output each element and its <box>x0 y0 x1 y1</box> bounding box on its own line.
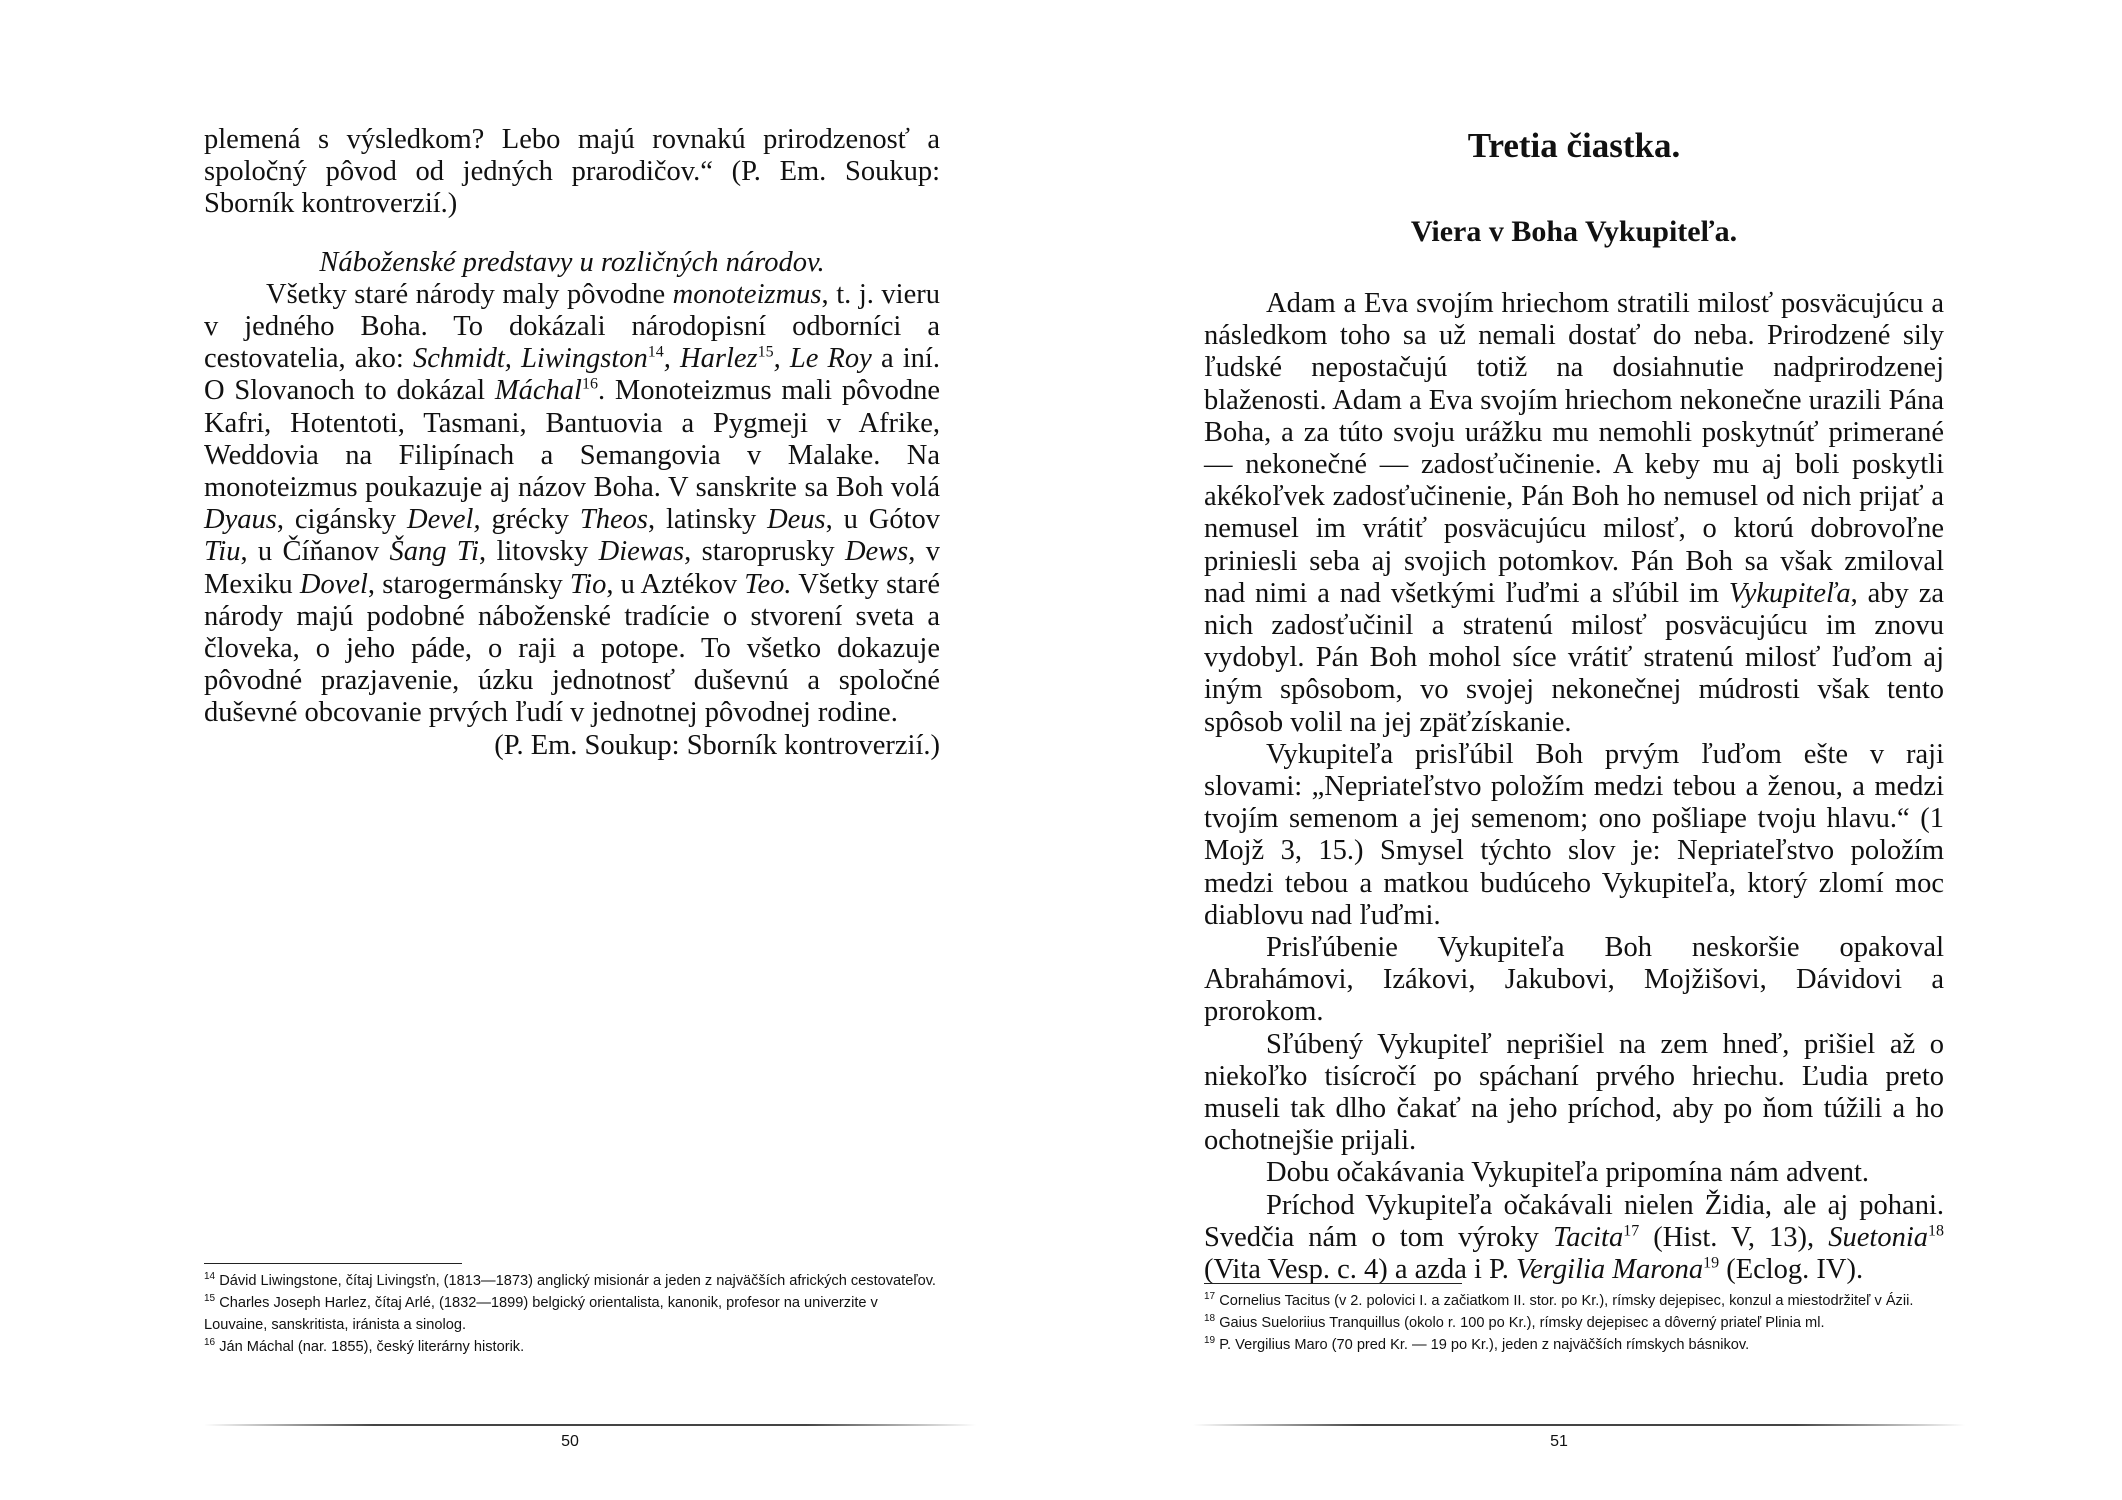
footnote-19: $^{19}$ P. Vergilius Maro (70 pred Kr. — 19 po Kr.), jeden z najväčších rímskych básnikov. <box>1204 1335 1750 1353</box>
left-body-text <box>204 124 940 762</box>
footnote-ref-19: 19 <box>1703 1254 1720 1272</box>
right-paragraph-1: Adam a Eva svojím hriechom stratili milosť posväcujúcu a následkom toho sa už nemali dostať do neba. Prirodzené sily ľudské nepostačujú totiž na dosiahnutie nadprirodzenej blaženosti. Adam a Eva svojím hriechom nekonečne urazili Pána Boha, a za túto svoju urážku mu nemohli poskytnúť primerané — nekonečné — zadosťučinenie. A keby mu aj boli poskytli akékoľvek zadosťučinenie, Pán Boh ho nemusel od nich prijať a nemusel im vrátiť posväcujúcu milosť, o ktorú dobrovoľne priniesli seba aj svojich potomkov. Pán Boh sa však zmiloval nad nimi a nad všetkými ľuďmi a sľúbil im Vykupiteľa, aby za nich zadosťučinil a stratenú milosť posväcujúcu im znovu vydobyl. Pán Boh mohol síce vrátiť stratenú milosť ľuďom aj iným spôsobom, vo svojej nekonečnej múdrosti však tento spôsob volil na jej zpäťzískanie. <box>1204 288 1945 738</box>
part-title: Tretia čiastka. <box>1467 126 1681 165</box>
chapter-title: Viera v Boha Vykupiteľa. <box>1410 215 1738 248</box>
right-page <box>1061 0 2122 1500</box>
right-body-text <box>1204 288 1944 1286</box>
right-paragraph-2: Vykupiteľa prisľúbil Boh prvým ľuďom ešte v raji slovami: „Nepriateľstvo položím medzi tebou a ženou, a medzi tvojím semenom a jej semenom; ono pošliape tvoju hlavu.“ (1 Mojž 3, 15.) Smysel týchto slov je: Nepriateľstvo položím medzi tebou a matkou budúceho Vykupiteľa, ktorý zlomí moc diablovu nad ľuďmi. <box>1204 738 1944 931</box>
footnote-15: $^{15}$ Charles Joseph Harlez, čítaj Arlé, (1832—1899) belgický orientalista, kanonik, profesor na univerzite v Louvaine, sanskritista, iránista a sinolog. <box>204 1293 878 1333</box>
page-footer-rule <box>1193 1424 1965 1426</box>
footnote-17: $^{17}$ Cornelius Tacitus (v 2. polovici I. a začiatkom II. stor. po Kr.), rímsky dejepisec, konzul a miestodržiteľ v Ázii. <box>1204 1291 1914 1309</box>
footnote-ref-18: 18 <box>1928 1222 1944 1240</box>
footnote-14: $^{14}$ Dávid Liwingstone, čítaj Livingsťn, (1813—1873) anglický misionár a jeden z najväčších afrických cestovateľov. <box>204 1271 936 1289</box>
left-paragraph-continuation: plemená s výsledkom? Lebo majú rovnakú prirodzenosť a spoločný pôvod od jedných prarodičov.“ (P. Em. Soukup: Sborník kontroverzií.) <box>204 124 940 220</box>
left-paragraph-monotheism: Všetky staré národy maly pôvodne monoteizmus, t. j. vieru v jedného Boha. To dokázali národopisní odborníci a cestovatelia, ako: Schmidt, Liwingston$^{14}$, Harlez$^{15}$, Le Roy a iní. O Slovanoch to dokázal Máchal$^{16}$. Monoteizmus mali pôvodne Kafri, Hotentoti, Tasmani, Bantuovia a Pygmeji v Afrike, Weddovia na Filipínach a Semangovia v Malake. Na monoteizmus poukazuje aj názov Boha. V sanskrite sa Boh volá Dyaus, cigánsky Devel, grécky Theos, latinsky Deus, u Gótov Tiu, u Číňanov Šang Ti, litovsky Diewas, staroprusky Dews, v Mexiku Dovel, starogermánsky Tio, u Aztékov Teo. Všetky staré národy majú podobné náboženské tradície o stvorení sveta a človeka, o jeho páde, o raji a potope. To všetko dokazuje pôvodné prazjavenie, úzku jednotnosť duševnú a spoločné duševné obcovanie prvých ľudí v jednotnej pôvodnej rodine. <box>204 278 940 729</box>
right-paragraph-4: Sľúbený Vykupiteľ neprišiel na zem hneď, prišiel až o niekoľko tisícročí po spáchaní prvého hriechu. Ľudia preto museli tak dlho čakať na jeho príchod, aby po ňom túžili a ho ochotnejšie prijali. <box>1204 1028 1944 1157</box>
footnote-ref-17: 17 <box>1623 1222 1640 1240</box>
footnote-18: $^{18}$ Gaius Sueloriius Tranquillus (okolo r. 100 po Kr.), rímsky dejepisec a dôverný priateľ Plinia ml. <box>1204 1313 1825 1331</box>
footnote-ref-15: 15 <box>757 343 774 361</box>
footnote-ref-16: 16 <box>581 375 598 393</box>
section-subheading: Náboženské predstavy u rozličných národov. <box>319 246 825 278</box>
right-paragraph-3: Prisľúbenie Vykupiteľa Boh neskoršie opakoval Abrahámovi, Izákovi, Jakubovi, Mojžišovi, Dávidovi a prorokom. <box>1204 932 1944 1028</box>
footnote-separator <box>204 1263 462 1264</box>
right-paragraph-5: Dobu očakávania Vykupiteľa pripomína nám advent. <box>1266 1157 1870 1189</box>
left-citation: (P. Em. Soukup: Sborník kontroverzií.) <box>494 729 940 761</box>
page-number: 51 <box>1550 1433 1568 1450</box>
page-number: 50 <box>561 1433 579 1450</box>
page-footer-rule <box>204 1424 976 1426</box>
left-footnotes <box>204 1270 940 1358</box>
footnote-ref-14: 14 <box>647 343 664 361</box>
right-paragraph-6: Príchod Vykupiteľa očakávali nielen Židia, ale aj pohani. Svedčia nám o tom výroky Tacita$^{17}$ (Hist. V, 13), Suetonia$^{18}$ (Vita Vesp. c. 4) a azda i P. Vergilia Marona$^{19}$ (Eclog. IV). <box>1204 1189 1944 1286</box>
footnote-separator <box>1204 1283 1462 1284</box>
footnote-16: $^{16}$ Ján Máchal (nar. 1855), český literárny historik. <box>204 1337 525 1355</box>
right-footnotes <box>1204 1290 1944 1356</box>
